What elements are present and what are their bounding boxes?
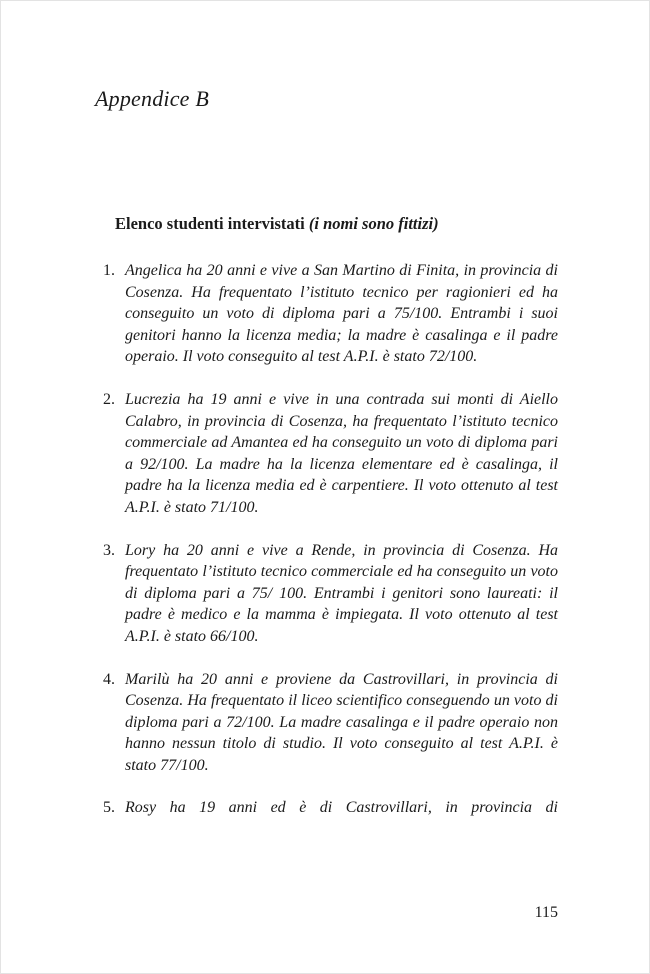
item-number: 3. [103, 541, 115, 559]
item-text: Angelica ha 20 anni e vive a San Martino di Finita, in provincia di Cosenza. Ha frequentato l’istituto tecnico per ragionieri ed ha conseguito un voto di diploma pari a 75/100. Entrambi i suoi genitori hanno la licenza media; la madre è casalinga e il padre operaio. Il voto conseguito al test A.P.I. è stato 72/100. [125, 262, 558, 366]
chapter-title: Appendice B [95, 86, 209, 111]
list-item [95, 260, 558, 368]
item-text: Rosy ha 19 anni ed è di Castrovillari, in provincia di [125, 799, 558, 817]
item-text: Lory ha 20 anni e vive a Rende, in provincia di Cosenza. Ha frequentato l’istituto tecnico commerciale ed ha conseguito un voto di diploma pari a 75/ 100. Entrambi i genitori sono laureati: il padre è medico e la mamma è impiegata. Il voto ottenuto al test A.P.I. è stato 66/100. [125, 541, 558, 645]
item-number: 2. [103, 390, 115, 408]
list-item [95, 389, 558, 519]
list-item [95, 540, 558, 648]
item-text: Marilù ha 20 anni e proviene da Castrovillari, in provincia di Cosenza. Ha frequentato il liceo scientifico conseguendo un voto di diploma pari a 72/100. La madre casalinga e il padre operaio non hanno nessun titolo di studio. Il voto conseguito al test A.P.I. è stato 77/100. [125, 670, 558, 774]
section-heading-bold: Elenco studenti intervistati [115, 214, 309, 233]
item-number: 4. [103, 670, 115, 688]
page-number: 115 [534, 904, 558, 921]
item-number: 5. [103, 799, 115, 817]
list-item [95, 669, 558, 777]
item-number: 1. [103, 262, 115, 279]
section-heading [115, 214, 558, 234]
item-text: Lucrezia ha 19 anni e vive in una contrada sui monti di Aiello Calabro, in provincia di Cosenza, ha frequentato l’istituto tecnico commerciale ad Amantea ed ha conseguito un voto di diploma pari a 92/100. La madre ha la licenza elementare ed è casalinga, il padre ha la licenza media ed è carpentiere. Il voto ottenuto al test A.P.I. è stato 71/100. [125, 390, 558, 516]
section-heading-paren: (i nomi sono fittizi) [308, 214, 439, 233]
student-list [95, 260, 558, 819]
list-item [95, 797, 558, 819]
